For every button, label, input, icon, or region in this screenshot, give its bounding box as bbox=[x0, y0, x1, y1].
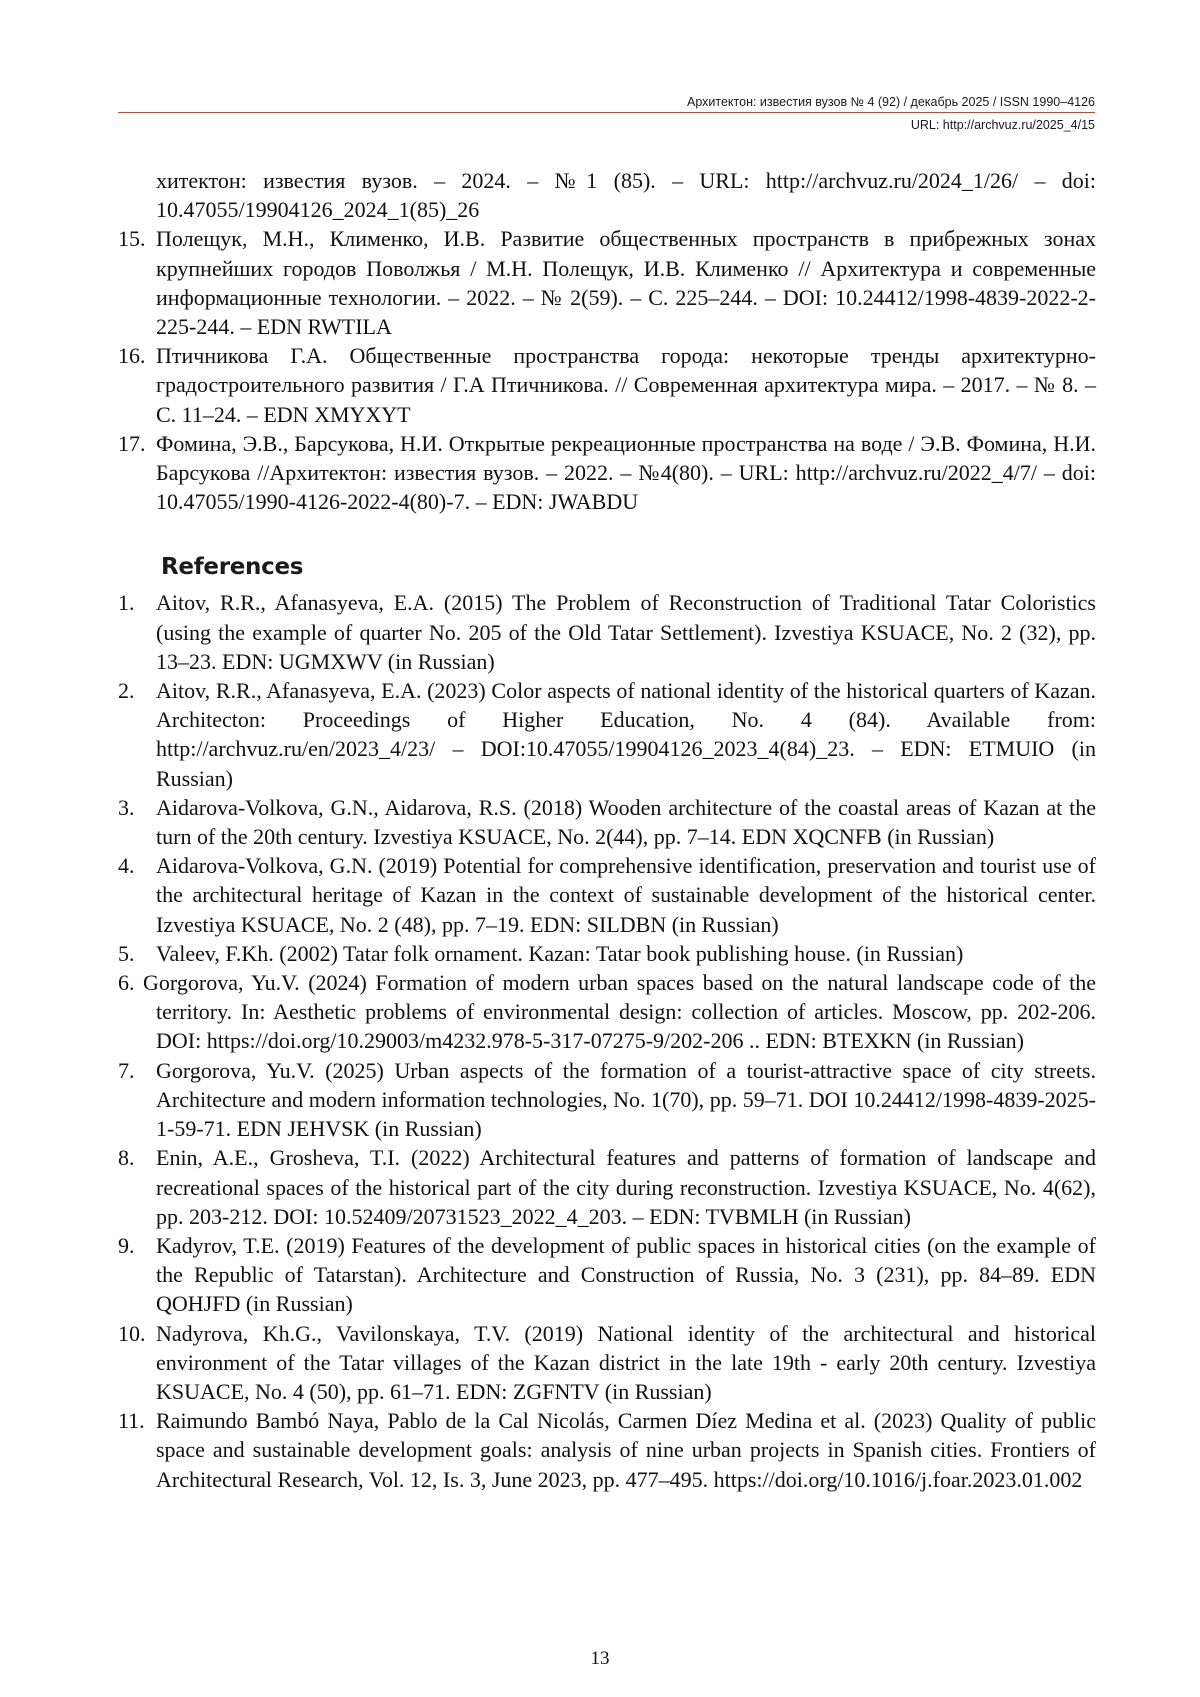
reference-number: 8. bbox=[118, 1145, 135, 1171]
reference-item bbox=[118, 1319, 1096, 1407]
reference-continuation: хитектон: известия вузов. – 2024. – №1 (85). – URL: http://archvuz.ru/2024_1/26/ – doi: 10.47055/19904126_2024_1(85)_26 bbox=[156, 168, 1096, 223]
reference-item bbox=[118, 1406, 1096, 1494]
reference-text: Aitov, R.R., Afanasyeva, E.A. (2023) Color aspects of national identity of the historical quarters of Kazan. Architecton: Proceedings of Higher Education, No. 4 (84). Available from: http://archvuz.ru/en/2023_4/23/ – DOI:10.47055/19904126_2023_4(84)_23. – EDN: ETMUIO (in Russian) bbox=[156, 678, 1096, 791]
reference-text: Полещук, М.Н., Клименко, И.В. Развитие общественных пространств в прибрежных зонах крупнейших городов Поволжья / М.Н. Полещук, И.В. Клименко // Архитектура и современные информационные технологии. – 2022. – № 2(59). – С. 225–244. – DOI: 10.24412/1998-4839-2022-2-225-244. – EDN RWTILA bbox=[156, 226, 1096, 340]
english-reference-list bbox=[118, 588, 1096, 1493]
reference-item bbox=[118, 588, 1096, 676]
reference-number: 3. bbox=[118, 794, 135, 820]
reference-item bbox=[118, 1056, 1096, 1144]
reference-text: Птичникова Г.А. Общественные пространства города: некоторые тренды архитектурно-градостроительного развития / Г.А Птичникова. // Современная архитектура мира. – 2017. – № 8. – С. 11–24. – EDN XMYXYT bbox=[156, 343, 1096, 427]
reference-number: 16. bbox=[118, 343, 146, 369]
reference-text: Nadyrova, Kh.G., Vavilonskaya, T.V. (2019) National identity of the architectural and historical environment of the Tatar villages of the Kazan district in the late 19th - early 20th century. Izvestiya KSUACE, No. 4 (50), pp. 61–71. EDN: ZGFNTV (in Russian) bbox=[156, 1320, 1096, 1404]
body-text bbox=[118, 166, 1096, 1494]
reference-item bbox=[118, 793, 1096, 851]
reference-text: Enin, A.E., Grosheva, T.I. (2022) Architectural features and patterns of formation of landscape and recreational spaces of the historical part of the city during reconstruction. Izvestiya KSUACE, No. 4(62), pp. 203-212. DOI: 10.52409/20731523_2022_4_203. – EDN: TVBMLH (in Russian) bbox=[156, 1145, 1096, 1229]
reference-text: Aidarova-Volkova, G.N. (2019) Potential for comprehensive identification, preservation and tourist use of the architectural heritage of Kazan in the context of sustainable development of the historical center. Izvestiya KSUACE, No. 2 (48), pp. 7–19. EDN: SILDBN (in Russian) bbox=[156, 853, 1096, 937]
reference-item bbox=[118, 224, 1096, 341]
reference-text: Valeev, F.Kh. (2002) Tatar folk ornament. Kazan: Tatar book publishing house. (in Russian) bbox=[156, 940, 964, 966]
reference-item bbox=[118, 939, 1096, 968]
russian-reference-list bbox=[118, 224, 1096, 516]
reference-text: Raimundo Bambó Naya, Pablo de la Cal Nicolás, Carmen Díez Medina et al. (2023) Quality of public space and sustainable development goals: analysis of nine urban projects in Spanish cities. Frontiers of Architectural Research, Vol. 12, Is. 3, June 2023, pp. 477–495. https://doi.org/10.1016/j.foar.2023.01.002 bbox=[156, 1408, 1096, 1492]
reference-number: 10. bbox=[118, 1320, 146, 1346]
reference-item bbox=[118, 1231, 1096, 1319]
reference-item bbox=[118, 968, 1096, 1056]
running-head-journal: Архитектон: известия вузов № 4 (92) / декабрь 2025 / ISSN 1990–4126 bbox=[687, 95, 1095, 109]
header-rule bbox=[118, 112, 1095, 113]
reference-item bbox=[118, 1143, 1096, 1231]
reference-number: 17. bbox=[118, 430, 146, 456]
reference-number: 4. bbox=[118, 853, 135, 879]
reference-text: Фомина, Э.В., Барсукова, Н.И. Открытые рекреационные пространства на воде / Э.В. Фомина, Н.И. Барсукова //Архитектон: известия вузов. – 2022. – №4(80). – URL: http://archvuz.ru/2022_4/7/ – doi: 10.47055/1990-4126-2022-4(80)-7. – EDN: JWABDU bbox=[156, 430, 1096, 515]
reference-number: 9. bbox=[118, 1232, 135, 1258]
reference-number: 2. bbox=[118, 678, 135, 704]
reference-item bbox=[118, 429, 1096, 517]
reference-number: 7. bbox=[118, 1057, 135, 1083]
reference-text: Aitov, R.R., Afanasyeva, E.A. (2015) The Problem of Reconstruction of Traditional Tatar Coloristics (using the example of quarter No. 205 of the Old Tatar Settlement). Izvestiya KSUACE, No. 2 (32), pp. 13–23. EDN: UGMXWV (in Russian) bbox=[156, 590, 1096, 674]
reference-item bbox=[118, 676, 1096, 793]
reference-item bbox=[118, 851, 1096, 939]
reference-number: 15. bbox=[118, 226, 146, 252]
reference-item bbox=[118, 341, 1096, 429]
reference-text: Kadyrov, T.E. (2019) Features of the development of public spaces in historical cities (on the example of the Republic of Tatarstan). Architecture and Construction of Russia, No. 3 (231), pp. 84–89. EDN QOHJFD (in Russian) bbox=[156, 1232, 1096, 1317]
reference-text: Aidarova-Volkova, G.N., Aidarova, R.S. (2018) Wooden architecture of the coastal areas of Kazan at the turn of the 20th century. Izvestiya KSUACE, No. 2(44), pp. 7–14. EDN XQCNFB (in Russian) bbox=[156, 794, 1096, 850]
reference-number: 6. bbox=[118, 970, 135, 996]
reference-number: 1. bbox=[118, 590, 135, 616]
running-head-url: URL: http://archvuz.ru/2025_4/15 bbox=[910, 118, 1095, 132]
page-number: 13 bbox=[590, 1648, 610, 1669]
reference-text: Gorgorova, Yu.V. (2025) Urban aspects of the formation of a tourist-attractive space of city streets. Architecture and modern information technologies, No. 1(70), pp. 59–71. DOI 10.24412/1998-4839-2025-1-59-71. EDN JEHVSK (in Russian) bbox=[156, 1057, 1096, 1142]
references-heading: References bbox=[161, 554, 304, 581]
reference-text: Gorgorova, Yu.V. (2024) Formation of modern urban spaces based on the natural landscape code of the territory. In: Aesthetic problems of environmental design: collection of articles. Moscow, pp. 202-206. DOI: https://doi.org/10.29003/m4232.978-5-317-07275-9/202-206 .. EDN: BTEXKN (in Russian) bbox=[143, 970, 1097, 1054]
reference-number: 5. bbox=[118, 940, 135, 966]
reference-number: 11. bbox=[118, 1408, 145, 1434]
